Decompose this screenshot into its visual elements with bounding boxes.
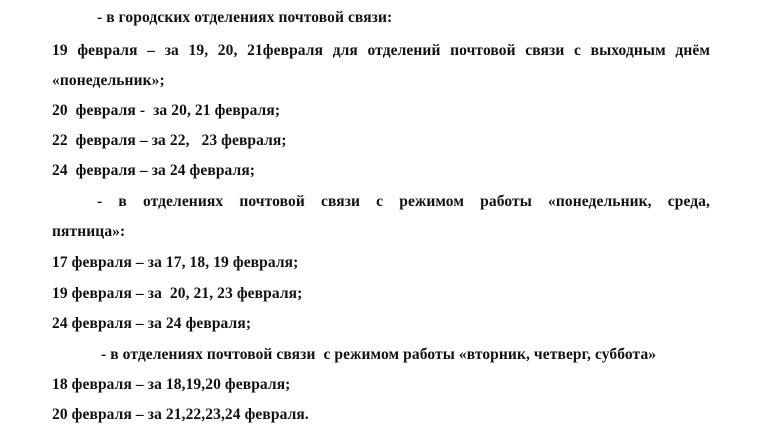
- section-heading-continuation: пятница»:: [52, 223, 126, 240]
- schedule-line: «понедельник»;: [52, 72, 165, 89]
- schedule-line: 20 февраля – за 21,22,23,24 февраля.: [52, 406, 309, 423]
- schedule-line: 19 февраля – за 20, 21, 23 февраля;: [52, 285, 303, 302]
- schedule-line: 24 февраля – за 24 февраля;: [52, 162, 256, 179]
- schedule-line: 17 февраля – за 17, 18, 19 февраля;: [52, 254, 299, 271]
- section-heading-mon-wed-fri: - в отделениях почтовой связи с режимом работы «понедельник, среда,: [97, 193, 710, 210]
- schedule-line: 24 февраля – за 24 февраля;: [52, 315, 252, 332]
- schedule-line: 22 февраля – за 22, 23 февраля;: [52, 132, 287, 149]
- schedule-line: 19 февраля – за 19, 20, 21февраля для отделений почтовой связи с выходным днём: [52, 42, 710, 59]
- schedule-line: 18 февраля – за 18,19,20 февраля;: [52, 376, 291, 393]
- section-heading-city-offices: - в городских отделениях почтовой связи:: [97, 9, 393, 26]
- section-heading-tue-thu-sat: - в отделениях почтовой связи с режимом работы «вторник, четверг, суббота»: [101, 346, 657, 363]
- schedule-line: 20 февраля - за 20, 21 февраля;: [52, 102, 281, 119]
